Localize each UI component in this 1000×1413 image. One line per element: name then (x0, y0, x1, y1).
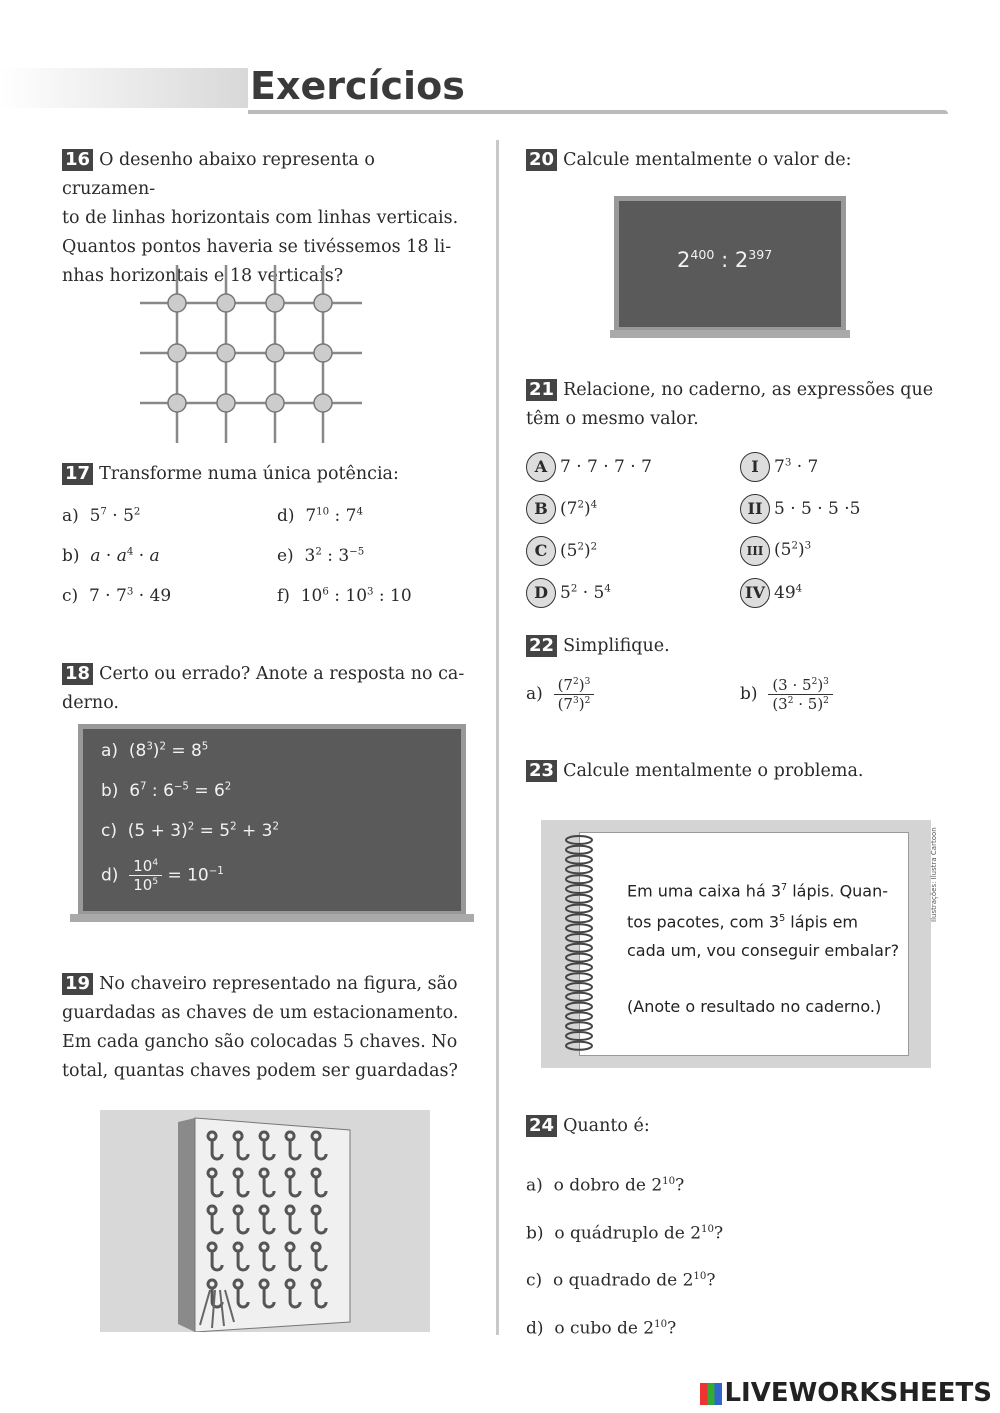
board-item-c: c) $(5 + 3)^2 = 5^2 + 3^2$ (101, 821, 279, 841)
spiral-ring (566, 954, 592, 962)
spiral-ring (566, 836, 592, 844)
match-item-B: B $(7^2)^4$ (526, 494, 597, 524)
spiral-ring (566, 1042, 592, 1050)
question-20: 20 Calcule mentalmente o valor de: (526, 146, 851, 175)
q24-item: b) o quádruplo de $2^{10}$? (526, 1223, 724, 1244)
match-item-D: D $5^2 \cdot 5^4$ (526, 578, 611, 608)
board-item-b: b) $6^7$ : $6^{-5} = 6^2$ (101, 781, 232, 801)
question-number: 16 (62, 149, 93, 171)
question-24: 24 Quanto é: (526, 1112, 650, 1141)
match-letter-badge: B (526, 494, 556, 524)
question-23: 23 Calcule mentalmente o problema. (526, 757, 863, 786)
q22-item-b: b) $\frac{(3 \cdot 5^2)^3}{(3^2 \cdot 5)^2}$ (740, 676, 833, 713)
spiral-ring (566, 1032, 592, 1040)
spiral-ring (566, 914, 592, 922)
chalkboard-18 (78, 724, 466, 916)
spiral-ring (566, 856, 592, 864)
question-22: 22 Simplifique. (526, 632, 670, 661)
chalkboard-20 (614, 196, 846, 332)
title-gradient-bar (0, 68, 248, 108)
key-rack-figure (100, 1110, 430, 1332)
match-letter-badge: A (526, 452, 556, 482)
match-letter-badge: III (740, 536, 770, 566)
spiral-ring (566, 846, 592, 854)
question-17: 17 Transforme numa única potência: (62, 460, 399, 489)
question-21: 21 Relacione, no caderno, as expressões que têm o mesmo valor. (526, 379, 934, 429)
q17-item: a) $5^7 \cdot 5^2$ (62, 506, 141, 526)
spiral-ring (566, 1022, 592, 1030)
logo-icon (700, 1383, 722, 1405)
spiral-ring (566, 934, 592, 942)
spiral-ring (566, 905, 592, 913)
spiral-ring (566, 944, 592, 952)
match-item-A: A 7 · 7 · 7 · 7 (526, 452, 652, 482)
chalkboard-ledge (610, 330, 850, 338)
q22-item-a: a) $\frac{(7^2)^3}{(7^3)^2}$ (526, 676, 594, 713)
match-item-C: C $(5^2)^2$ (526, 536, 597, 566)
notebook-text: Em uma caixa há $3^7$ lápis. Quan- tos pacotes, com $3^5$ lápis em cada um, vou conseguir embalar? (Anote o resultado no caderno.) (627, 881, 900, 1016)
chalkboard-ledge (70, 914, 474, 922)
notebook-figure (541, 820, 931, 1068)
spiral-ring (566, 973, 592, 981)
match-letter-badge: C (526, 536, 556, 566)
q24-item: d) o cubo de $2^{10}$? (526, 1318, 677, 1339)
spiral-ring (566, 983, 592, 991)
spiral-ring (566, 963, 592, 971)
board-item-a: a) $(8^3)^2 = 8^5$ (101, 741, 209, 761)
column-divider (496, 140, 499, 1335)
spiral-ring (566, 993, 592, 1001)
question-16: 16 O desenho abaixo representa o cruzamen- to de linhas horizontais com linhas verticais. Quantos pontos haveria se tivéssemos 18 li- nhas horizontais e 18 verticais? (62, 149, 459, 286)
spiral-binding (559, 834, 599, 1054)
grid-dots-figure (140, 265, 365, 445)
q24-item: a) o dobro de $2^{10}$? (526, 1175, 685, 1196)
match-item-I: I $7^3 \cdot 7$ (740, 452, 818, 482)
match-letter-badge: IV (740, 578, 770, 608)
q17-item: f) $10^6$ : $10^3$ : 10 (277, 586, 412, 606)
illustration-credit: Ilustrações: Ilustra Cartoon (930, 827, 938, 922)
spiral-ring (566, 1003, 592, 1011)
q17-item: b) $a \cdot a^4 \cdot a$ (62, 546, 160, 566)
spiral-ring (566, 865, 592, 873)
spiral-ring (566, 885, 592, 893)
board-item-d: d) $\frac{10^4}{10^5}$ = $10^{-1}$ (101, 857, 224, 894)
match-letter-badge: D (526, 578, 556, 608)
q17-item: e) $3^2$ : $3^{-5}$ (277, 546, 365, 566)
q17-item: c) $7 \cdot 7^3 \cdot 49$ (62, 586, 172, 606)
board-expression: $2^{400}$ : $2^{397}$ (677, 247, 773, 272)
match-item-IV: IV $49^4$ (740, 578, 802, 608)
q24-item: c) o quadrado de $2^{10}$? (526, 1270, 716, 1291)
title-underline (248, 110, 948, 114)
spiral-ring (566, 895, 592, 903)
match-item-III: III $(5^2)^3$ (740, 536, 811, 566)
spiral-ring (566, 875, 592, 883)
page-title: Exercícios (250, 64, 465, 108)
match-item-II: II 5 · 5 · 5 ·5 (740, 494, 861, 524)
spiral-ring (566, 1012, 592, 1020)
q17-item: d) $7^{10}$ : $7^4$ (277, 506, 363, 526)
match-letter-badge: I (740, 452, 770, 482)
liveworksheets-logo: LIVEWORKSHEETS (700, 1378, 992, 1408)
question-18: 18 Certo ou errado? Anote a resposta no ca- derno. (62, 663, 465, 713)
spiral-ring (566, 924, 592, 932)
match-letter-badge: II (740, 494, 770, 524)
question-24-items (526, 1160, 723, 1351)
question-19: 19 No chaveiro representado na figura, são guardadas as chaves de um estacionamento. Em cada gancho são colocadas 5 chaves. No total, quantas chaves podem ser guardadas? (62, 973, 459, 1081)
